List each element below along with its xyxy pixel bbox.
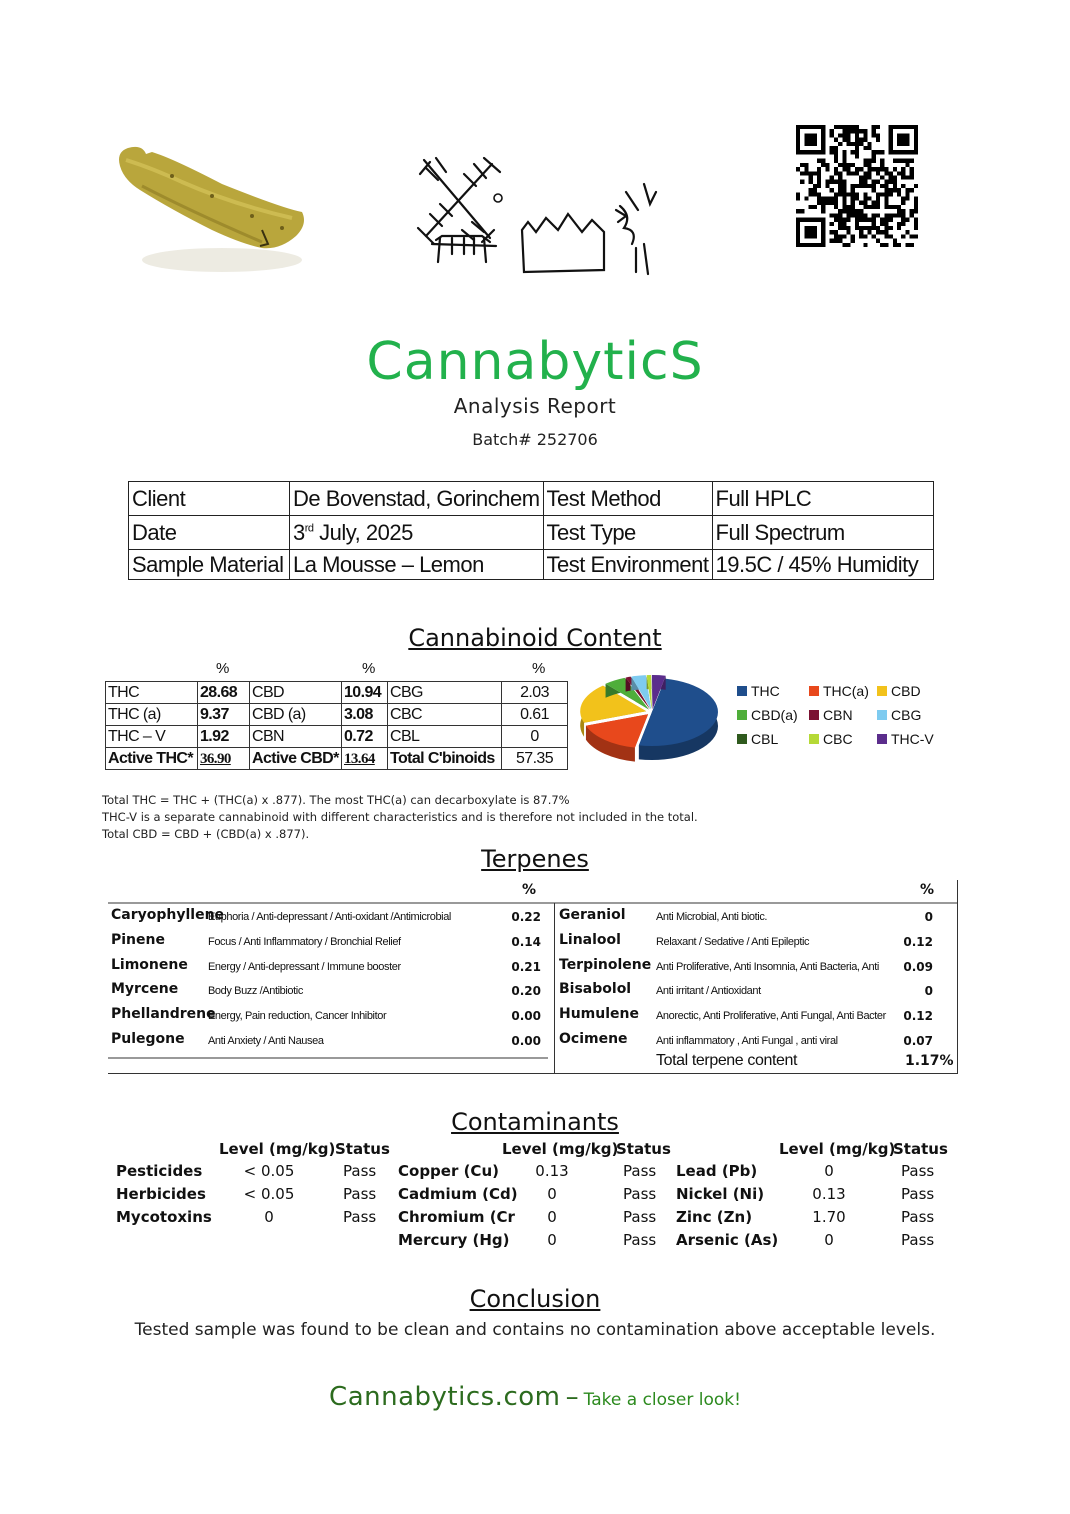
legend-swatch xyxy=(877,710,887,720)
contaminants-section-title: Contaminants xyxy=(451,1108,619,1136)
cannabinoid-name: THC – V xyxy=(106,726,198,748)
legend-label: THC xyxy=(751,683,780,699)
terpene-value: 0.00 xyxy=(511,1034,541,1048)
contaminant-status: Pass xyxy=(623,1185,657,1203)
active-thc-value: 36.90 xyxy=(198,748,250,770)
legend-label: CBG xyxy=(891,707,922,723)
contaminant-name: Zinc (Zn) xyxy=(676,1208,753,1226)
terpene-name: Phellandrene xyxy=(111,1006,216,1022)
legend-swatch xyxy=(737,686,747,696)
terpene-name: Bisabolol xyxy=(559,981,632,997)
test-method-label: Test Method xyxy=(543,482,712,516)
cannabinoid-value: 0 xyxy=(502,726,568,748)
contaminant-name: Mercury (Hg) xyxy=(398,1231,510,1249)
sample-material-value: La Mousse – Lemon xyxy=(290,550,544,580)
contaminant-level: 0 xyxy=(264,1208,274,1226)
terpene-value: 0.00 xyxy=(511,1009,541,1023)
contaminant-status: Pass xyxy=(901,1231,935,1249)
legend-label: CBL xyxy=(751,731,779,747)
legend-item xyxy=(809,683,869,699)
contaminant-level: < 0.05 xyxy=(243,1162,295,1180)
terpene-effect: Energy / Anti-depressant / Immune booster xyxy=(208,961,401,973)
cannabinoid-value: 9.37 xyxy=(198,704,250,726)
level-header: Level (mg/kg) xyxy=(502,1140,619,1158)
date-value: 3rd July, 2025 xyxy=(290,516,544,550)
legend-item xyxy=(737,731,778,747)
contaminant-name: Pesticides xyxy=(116,1162,203,1180)
contaminant-level: 0.13 xyxy=(812,1185,846,1203)
cannabinoid-pie-chart xyxy=(582,668,732,768)
cannabinoid-value: 28.68 xyxy=(198,682,250,704)
table-row xyxy=(129,550,934,580)
legend-swatch xyxy=(809,734,819,744)
batch-number: Batch# 252706 xyxy=(472,430,598,449)
status-header: Status xyxy=(616,1140,671,1158)
cannabinoid-name: THC xyxy=(106,682,198,704)
cannabinoid-name: CBG xyxy=(388,682,502,704)
terpene-name: Linalool xyxy=(559,932,621,948)
legend-item xyxy=(809,731,853,747)
legend-item xyxy=(809,707,853,723)
contaminant-level: < 0.05 xyxy=(243,1185,295,1203)
terpene-value: 0.09 xyxy=(903,960,933,974)
contaminant-level: 0 xyxy=(824,1162,834,1180)
terpene-value: 0.21 xyxy=(511,960,541,974)
contaminant-status: Pass xyxy=(343,1185,377,1203)
table-row xyxy=(129,482,934,516)
terpene-effect: Anorectic, Anti Proliferative, Anti Fungal, Anti Bacter xyxy=(656,1010,886,1022)
total-cannabinoids-label: Total C'binoids xyxy=(388,748,502,770)
qr-code[interactable] xyxy=(796,124,918,248)
contaminant-status: Pass xyxy=(623,1231,657,1249)
windmill-logo xyxy=(412,152,662,277)
legend-item xyxy=(877,707,921,723)
table-row xyxy=(106,682,568,704)
active-cbd-label: Active CBD* xyxy=(250,748,342,770)
legend-label: CBD(a) xyxy=(751,707,798,723)
status-header: Status xyxy=(893,1140,948,1158)
pct-header: % xyxy=(362,660,376,677)
contaminant-name: Arsenic (As) xyxy=(676,1231,779,1249)
terpene-name: Caryophyllene xyxy=(111,907,225,923)
cannabinoid-value: 3.08 xyxy=(342,704,388,726)
cannabinoid-section-title: Cannabinoid Content xyxy=(408,624,662,652)
footer-website-link[interactable]: Cannabytics.com xyxy=(329,1382,561,1412)
footer-dash: – xyxy=(565,1382,579,1412)
terpene-value: 0.12 xyxy=(903,935,933,949)
legend-swatch xyxy=(737,734,747,744)
test-type-value: Full Spectrum xyxy=(712,516,934,550)
cannabinoid-name: CBD xyxy=(250,682,342,704)
contaminant-name: Herbicides xyxy=(116,1185,206,1203)
terpenes-table xyxy=(108,880,958,1075)
terpene-effect: Euphoria / Anti-depressant / Anti-oxidant /Antimicrobial xyxy=(208,911,451,923)
contaminant-level: 0.13 xyxy=(535,1162,569,1180)
footnote: Total CBD = CBD + (CBD(a) x .877). xyxy=(102,827,310,841)
terpene-value: 0 xyxy=(924,910,933,924)
conclusion-text: Tested sample was found to be clean and contains no contamination above acceptable levels. xyxy=(134,1320,936,1340)
test-environment-value: 19.5C / 45% Humidity xyxy=(712,550,934,580)
active-thc-label: Active THC* xyxy=(106,748,198,770)
cannabinoid-value: 10.94 xyxy=(342,682,388,704)
client-info-table xyxy=(128,481,934,580)
terpenes-section-title: Terpenes xyxy=(481,845,589,873)
cannabinoid-value: 2.03 xyxy=(502,682,568,704)
legend-label: CBD xyxy=(891,683,921,699)
date-label: Date xyxy=(129,516,290,550)
terpene-effect: Anti Anxiety / Anti Nausea xyxy=(208,1035,324,1047)
cannabinoid-name: CBN xyxy=(250,726,342,748)
terpene-effect: Anti irritant / Antioxidant xyxy=(656,985,761,997)
terpene-name: Ocimene xyxy=(559,1031,628,1047)
test-environment-label: Test Environment xyxy=(543,550,712,580)
table-row xyxy=(106,704,568,726)
legend-label: CBN xyxy=(823,707,853,723)
cannabinoid-name: CBC xyxy=(388,704,502,726)
legend-item xyxy=(877,683,921,699)
pct-header: % xyxy=(532,660,546,677)
terpene-name: Humulene xyxy=(559,1006,639,1022)
terpene-value: 0 xyxy=(924,984,933,998)
cannabinoid-table xyxy=(105,681,568,770)
test-type-label: Test Type xyxy=(543,516,712,550)
terpene-value: 0.20 xyxy=(511,984,541,998)
contaminant-level: 1.70 xyxy=(812,1208,846,1226)
total-cannabinoids-value: 57.35 xyxy=(502,748,568,770)
table-row xyxy=(129,516,934,550)
table-row xyxy=(106,726,568,748)
terpene-effect: Focus / Anti Inflammatory / Bronchial Relief xyxy=(208,936,401,948)
terpene-effect: Anti inflammatory , Anti Fungal , anti viral xyxy=(656,1035,838,1047)
level-header: Level (mg/kg) xyxy=(219,1140,336,1158)
contaminant-status: Pass xyxy=(901,1162,935,1180)
legend-swatch xyxy=(809,710,819,720)
terpene-name: Geraniol xyxy=(559,907,626,923)
contaminant-name: Copper (Cu) xyxy=(398,1162,499,1180)
legend-swatch xyxy=(877,686,887,696)
terpene-value: 0.12 xyxy=(903,1009,933,1023)
contaminant-status: Pass xyxy=(623,1208,657,1226)
table-row xyxy=(106,748,568,770)
total-terpene-label: Total terpene content xyxy=(656,1052,798,1069)
conclusion-section-title: Conclusion xyxy=(469,1285,601,1313)
contaminant-status: Pass xyxy=(343,1208,377,1226)
terpene-name: Limonene xyxy=(111,957,188,973)
contaminant-name: Nickel (Ni) xyxy=(676,1185,765,1203)
terpene-name: Pulegone xyxy=(111,1031,185,1047)
terpene-value: 0.22 xyxy=(511,910,541,924)
contaminant-status: Pass xyxy=(901,1185,935,1203)
contaminant-name: Chromium (Cr xyxy=(398,1208,515,1226)
sample-material-label: Sample Material xyxy=(129,550,290,580)
product-photo xyxy=(112,138,308,288)
legend-label: THC(a) xyxy=(823,683,869,699)
terpene-effect: Body Buzz /Antibiotic xyxy=(208,985,303,997)
total-terpene-value: 1.17% xyxy=(905,1053,954,1069)
contaminant-name: Mycotoxins xyxy=(116,1208,212,1226)
cannabinoid-name: CBL xyxy=(388,726,502,748)
contaminant-name: Cadmium (Cd) xyxy=(398,1185,518,1203)
terpene-name: Myrcene xyxy=(111,981,179,997)
cannabinoid-value: 0.61 xyxy=(502,704,568,726)
report-subtitle: Analysis Report xyxy=(453,394,617,418)
footnote: Total THC = THC + (THC(a) x .877). The most THC(a) can decarboxylate is 87.7% xyxy=(102,793,570,807)
cannabinoid-footnotes xyxy=(102,792,698,843)
terpene-effect: Anti Proliferative, Anti Insomnia, Anti Bacteria, Anti xyxy=(656,961,879,973)
terpene-effect: Energy, Pain reduction, Cancer Inhibitor xyxy=(208,1010,387,1022)
level-header: Level (mg/kg) xyxy=(779,1140,896,1158)
footnote: THC-V is a separate cannabinoid with different characteristics and is therefore not included in the total. xyxy=(102,810,698,824)
brand-title: CannabyticS xyxy=(366,332,704,392)
contaminant-status: Pass xyxy=(623,1162,657,1180)
test-method-value: Full HPLC xyxy=(712,482,934,516)
legend-swatch xyxy=(737,710,747,720)
client-label: Client xyxy=(129,482,290,516)
cannabinoid-name: CBD (a) xyxy=(250,704,342,726)
contaminant-level: 0 xyxy=(824,1231,834,1249)
footer xyxy=(0,1382,1070,1412)
contaminant-level: 0 xyxy=(547,1231,557,1249)
legend-label: CBC xyxy=(823,731,853,747)
legend-item xyxy=(737,707,798,723)
contaminant-level: 0 xyxy=(547,1185,557,1203)
client-value: De Bovenstad, Gorinchem xyxy=(290,482,544,516)
pct-header: % xyxy=(216,660,230,677)
status-header: Status xyxy=(335,1140,390,1158)
terpene-value: 0.07 xyxy=(903,1034,933,1048)
cannabinoid-value: 0.72 xyxy=(342,726,388,748)
terpene-effect: Anti Microbial, Anti biotic. xyxy=(656,911,768,923)
terpene-value: 0.14 xyxy=(511,935,541,949)
legend-item xyxy=(737,683,780,699)
footer-tagline: Take a closer look! xyxy=(583,1390,741,1410)
pct-header: % xyxy=(920,882,935,898)
legend-label: THC-V xyxy=(891,731,934,747)
pct-header: % xyxy=(522,882,537,898)
contaminant-status: Pass xyxy=(901,1208,935,1226)
contaminant-level: 0 xyxy=(547,1208,557,1226)
cannabinoid-name: THC (a) xyxy=(106,704,198,726)
cannabinoid-value: 1.92 xyxy=(198,726,250,748)
contaminant-name: Lead (Pb) xyxy=(676,1162,758,1180)
legend-swatch xyxy=(877,734,887,744)
terpene-name: Pinene xyxy=(111,932,165,948)
terpene-effect: Relaxant / Sedative / Anti Epileptic xyxy=(656,936,810,948)
contaminant-status: Pass xyxy=(343,1162,377,1180)
active-cbd-value: 13.64 xyxy=(342,748,388,770)
legend-item xyxy=(877,731,934,747)
legend-swatch xyxy=(809,686,819,696)
terpene-name: Terpinolene xyxy=(559,957,652,973)
